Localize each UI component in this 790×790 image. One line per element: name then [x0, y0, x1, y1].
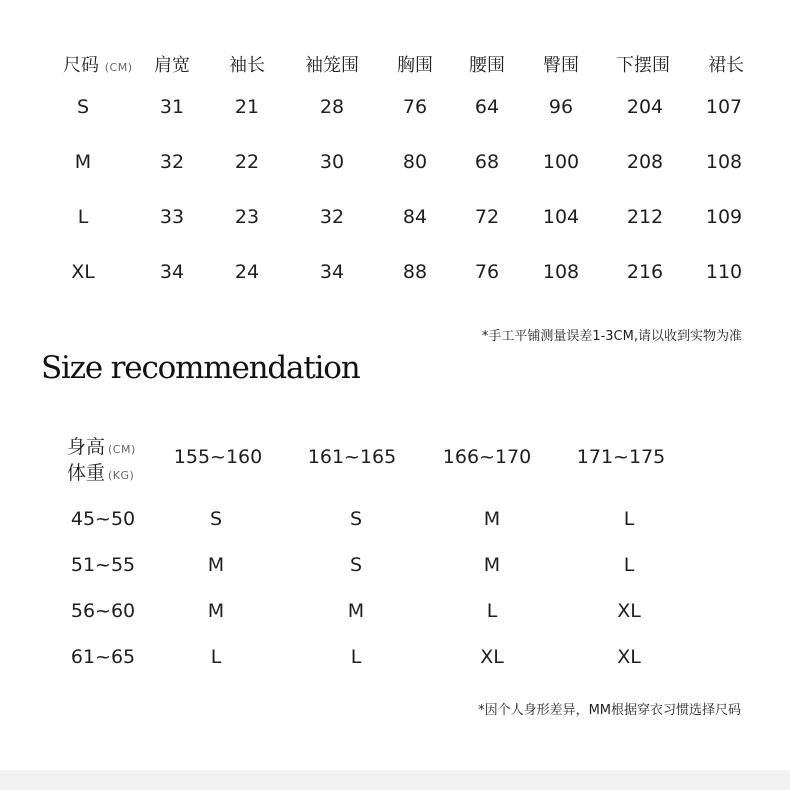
- table-cell: 208: [626, 151, 664, 173]
- height-range-header: 155~160: [173, 446, 263, 468]
- height-unit: (CM): [108, 443, 136, 456]
- height-range-header: 166~170: [442, 446, 532, 468]
- size-cell: XL: [617, 646, 641, 668]
- height-range-header: 161~165: [307, 446, 397, 468]
- size-cell: S: [209, 508, 223, 530]
- table-cell: 31: [159, 96, 185, 118]
- weight-header: [67, 458, 134, 485]
- footer-band: [0, 770, 790, 790]
- size-cell: M: [347, 600, 365, 622]
- col-header-sleeve: 袖长: [229, 55, 265, 76]
- row-size: S: [76, 96, 90, 118]
- weight-range: 56~60: [70, 600, 136, 622]
- weight-range: 45~50: [70, 508, 136, 530]
- table-cell: 32: [159, 151, 185, 173]
- table-cell: 23: [234, 206, 260, 228]
- table-cell: 212: [626, 206, 664, 228]
- row-size: XL: [71, 261, 95, 283]
- height-label: 身高: [67, 436, 106, 458]
- size-column-header: [63, 51, 133, 77]
- size-cell: M: [483, 508, 501, 530]
- table-cell: 100: [542, 151, 580, 173]
- table-cell: 76: [402, 96, 428, 118]
- size-cell: XL: [480, 646, 504, 668]
- table-cell: 68: [474, 151, 500, 173]
- table-cell: 96: [548, 96, 574, 118]
- table-cell: 109: [705, 206, 743, 228]
- table-cell: 88: [402, 261, 428, 283]
- table-cell: 64: [474, 96, 500, 118]
- table-cell: 34: [159, 261, 185, 283]
- size-cell: L: [623, 554, 635, 576]
- weight-range: 51~55: [70, 554, 136, 576]
- table-cell: 76: [474, 261, 500, 283]
- table-cell: 104: [542, 206, 580, 228]
- col-header-waist: 腰围: [469, 55, 505, 76]
- table-cell: 21: [234, 96, 260, 118]
- col-header-bust: 胸围: [397, 55, 433, 76]
- col-header-armhole: 袖笼围: [305, 55, 359, 76]
- table-cell: 84: [402, 206, 428, 228]
- measurement-note: *手工平铺测量误差1-3CM,请以收到实物为准: [481, 329, 742, 344]
- table-cell: 107: [705, 96, 743, 118]
- table-cell: 108: [542, 261, 580, 283]
- size-cell: L: [486, 600, 498, 622]
- weight-label: 体重: [67, 462, 106, 484]
- size-cell: M: [207, 600, 225, 622]
- size-cell: L: [210, 646, 222, 668]
- table-cell: 30: [319, 151, 345, 173]
- table-cell: 80: [402, 151, 428, 173]
- weight-range: 61~65: [70, 646, 136, 668]
- size-cell: S: [349, 554, 363, 576]
- size-cell: M: [483, 554, 501, 576]
- table-cell: 110: [705, 261, 743, 283]
- height-range-header: 171~175: [576, 446, 666, 468]
- col-header-hip: 臀围: [543, 55, 579, 76]
- size-cell: XL: [617, 600, 641, 622]
- table-cell: 216: [626, 261, 664, 283]
- table-cell: 72: [474, 206, 500, 228]
- size-unit: (CM): [104, 61, 133, 74]
- fit-note: *因个人身形差异，MM根据穿衣习惯选择尺码: [478, 703, 741, 718]
- table-cell: 204: [626, 96, 664, 118]
- table-cell: 22: [234, 151, 260, 173]
- row-size: L: [77, 206, 89, 228]
- table-cell: 33: [159, 206, 185, 228]
- size-cell: M: [207, 554, 225, 576]
- height-header: [67, 432, 136, 459]
- table-cell: 24: [234, 261, 260, 283]
- table-cell: 32: [319, 206, 345, 228]
- size-cell: L: [623, 508, 635, 530]
- size-cell: L: [350, 646, 362, 668]
- section-title: Size recommendation: [41, 350, 360, 386]
- size-label: 尺码: [63, 55, 99, 76]
- table-cell: 108: [705, 151, 743, 173]
- table-cell: 28: [319, 96, 345, 118]
- col-header-hem: 下摆围: [616, 55, 670, 76]
- col-header-shoulder: 肩宽: [154, 55, 190, 76]
- weight-unit: (KG): [108, 469, 135, 482]
- col-header-length: 裙长: [708, 55, 744, 76]
- size-cell: S: [349, 508, 363, 530]
- table-cell: 34: [319, 261, 345, 283]
- row-size: M: [74, 151, 92, 173]
